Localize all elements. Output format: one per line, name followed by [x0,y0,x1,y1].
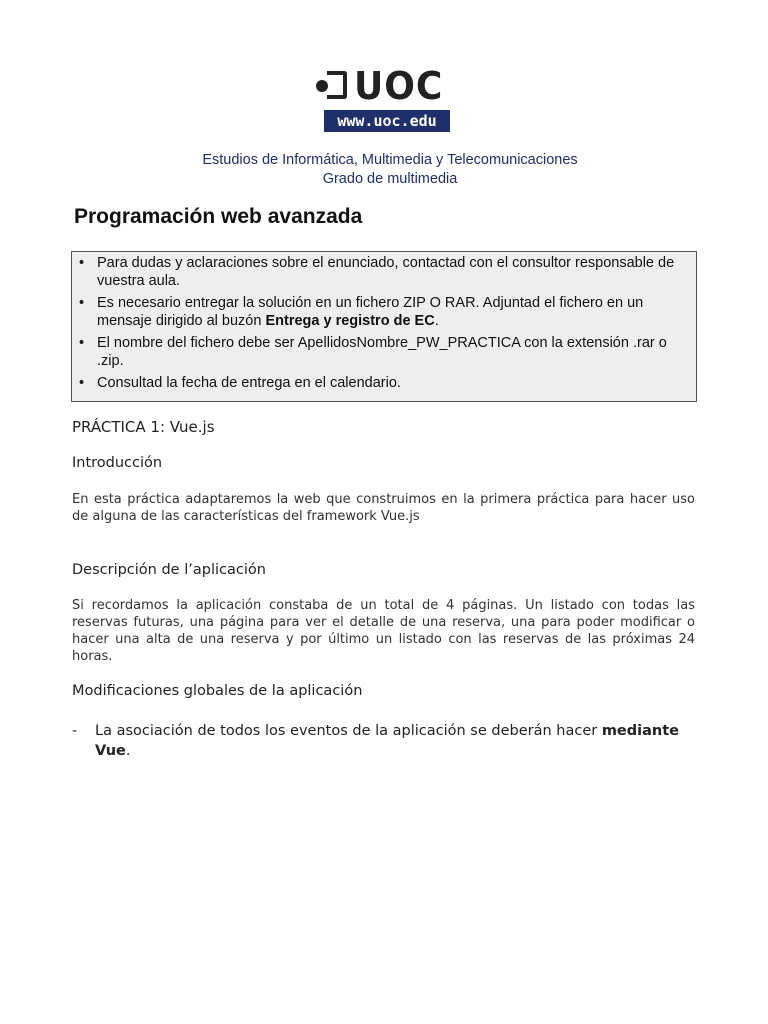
logo-mark [316,64,452,108]
notice-item [97,294,696,330]
mods-item-end: . [125,743,131,759]
course-title: Programación web avanzada [74,205,363,228]
uoc-logo [316,64,452,134]
dash-bullet: - [72,723,78,739]
mods-heading: Modificaciones globales de la aplicación [72,683,363,699]
intro-text: En esta práctica adaptaremos la web que construimos en la primera práctica para hacer uso de alguna de las características del framework Vue.js [72,492,695,524]
studies-line-1: Estudios de Informática, Multimedia y Telecomunicaciones [202,152,578,168]
notice-list [72,252,696,392]
mods-list-item [72,721,695,761]
desc-heading: Descripción de l’aplicación [72,562,266,578]
studies-header [0,151,768,188]
logo-bracket-icon [327,71,347,99]
notice-item: • Consultad la fecha de entrega en el calendario. [97,374,696,392]
mods-item-bold: mediante Vue [95,723,679,759]
practice-title: PRÁCTICA 1: Vue.js [72,418,215,436]
notice-item-text: Es necesario entregar la solución en un fichero ZIP O RAR. Adjuntad el fichero en un mensaje dirigido al buzón [97,295,644,329]
mods-item-text: La asociación de todos los eventos de la aplicación se deberán hacer [95,723,602,739]
mods-item-text-block [95,721,695,761]
notice-item: • Para dudas y aclaraciones sobre el enunciado, contactad con el consultor responsable de vuestra aula. [97,254,696,290]
notice-item-bold: Entrega y registro de EC [265,313,435,329]
logo-text: UOC [354,64,444,108]
desc-text: Si recordamos la aplicación constaba de un total de 4 páginas. Un listado con todas las reservas futuras, una página para ver el detalle de una reserva, una para poder modificar o hacer una alta de una reserva y por último un listado con las reservas de las próximas 24 horas. [72,598,695,664]
intro-heading: Introducción [72,455,163,471]
notice-item-end: . [434,313,439,329]
logo-url: www.uoc.edu [324,110,450,132]
notice-item: • El nombre del fichero debe ser ApellidosNombre_PW_PRACTICA con la extensión .rar o .zip. [97,334,696,370]
studies-line-2: Grado de multimedia [322,170,458,187]
notice-box [71,251,697,402]
